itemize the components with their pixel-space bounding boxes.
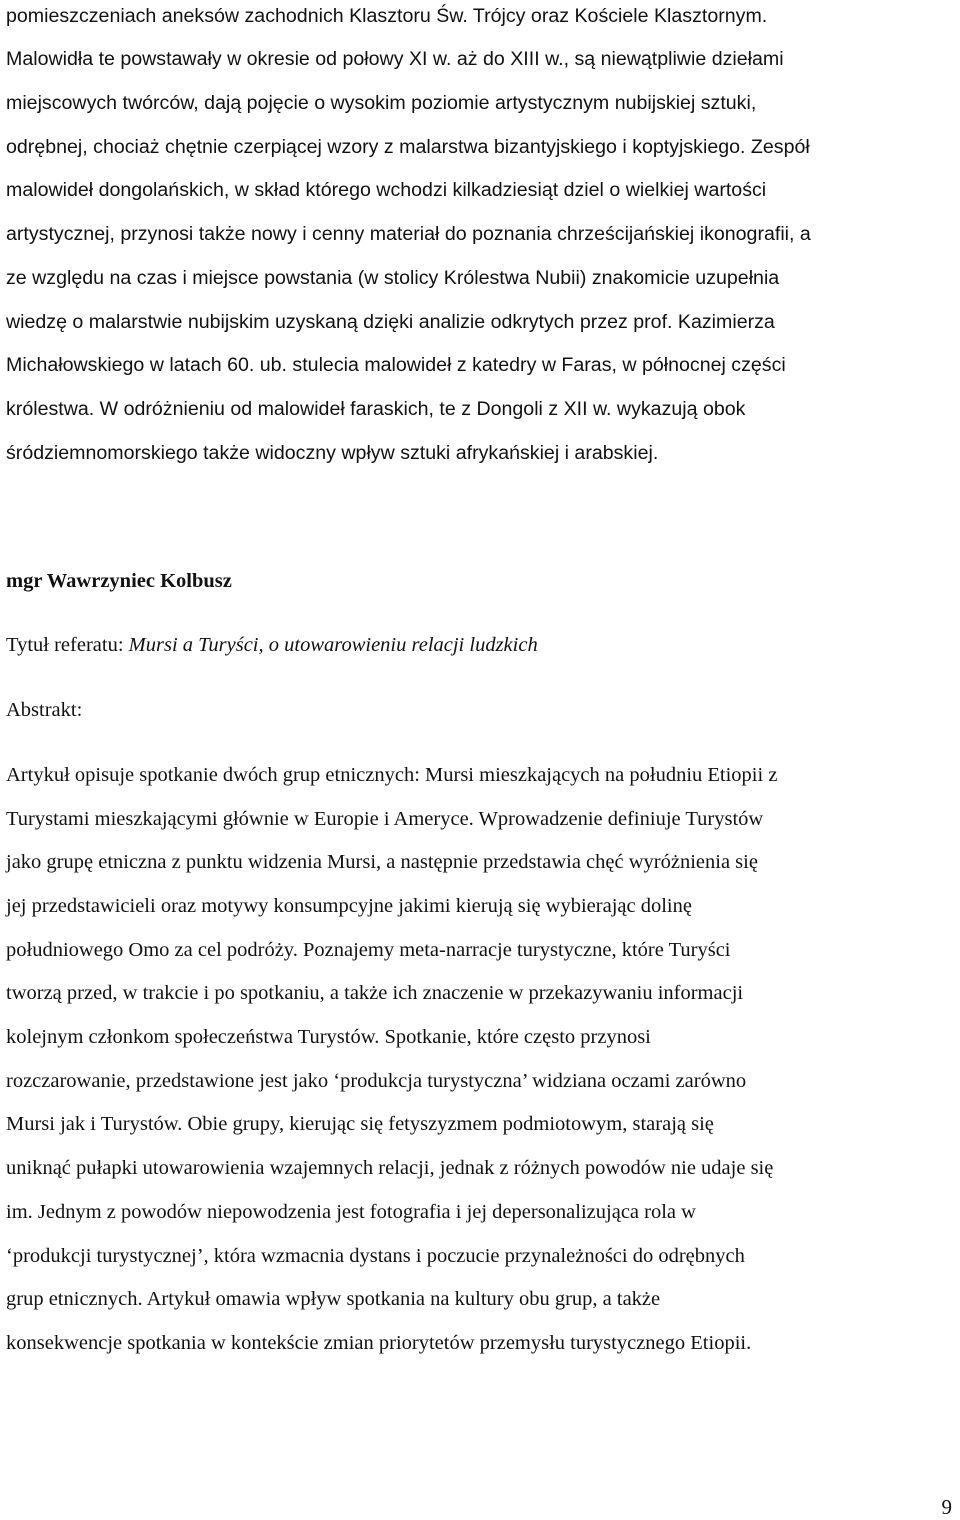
text-line: tworzą przed, w trakcie i po spotkaniu, a także ich znaczenie w przekazywaniu informacji <box>6 982 744 1004</box>
text-line: odrębnej, chociaż chętnie czerpiącej wzory z malarstwa bizantyjskiego i koptyjskiego. Zespół <box>6 136 810 158</box>
text-line: rozczarowanie, przedstawione jest jako ‘produkcja turystyczna’ widziana oczami zarówno <box>6 1070 747 1092</box>
text-line: ‘produkcji turystycznej’, która wzmacnia dystans i poczucie przynależności do odrębnych <box>6 1245 745 1267</box>
text-line: malowideł dongolańskich, w skład którego wchodzi kilkadziesiąt dziel o wielkiej wartości <box>6 179 767 201</box>
text-line: im. Jednym z powodów niepowodzenia jest fotografia i jej depersonalizująca rola w <box>6 1201 696 1223</box>
text-line: południowego Omo za cel podróży. Poznajemy meta-narracje turystyczne, które Turyści <box>6 939 731 961</box>
text-line: miejscowych twórców, dają pojęcie o wysokim poziomie artystycznym nubijskiej sztuki, <box>6 92 757 114</box>
text-line: artystycznej, przynosi także nowy i cenny materiał do poznania chrześcijańskiej ikonografii, a <box>6 223 811 245</box>
paper-title <box>6 632 538 658</box>
title-text: Mursi a Turyści, o utowarowieniu relacji ludzkich <box>128 634 538 656</box>
text-line: ze względu na czas i miejsce powstania (w stolicy Królestwa Nubii) znakomicie uzupełnia <box>6 267 780 289</box>
text-line: Michałowskiego w latach 60. ub. stulecia malowideł z katedry w Faras, w północnej części <box>6 354 786 376</box>
text-line: Malowidła te powstawały w okresie od połowy XI w. aż do XIII w., są niewątpliwie dziełami <box>6 48 784 70</box>
title-label: Tytuł referatu: <box>6 634 124 656</box>
text-line: Artykuł opisuje spotkanie dwóch grup etnicznych: Mursi mieszkających na południu Etiopii z <box>6 764 778 786</box>
text-line: jako grupę etniczna z punktu widzenia Mursi, a następnie przedstawia chęć wyróżnienia się <box>6 851 758 873</box>
text-line: Mursi jak i Turystów. Obie grupy, kierując się fetyszyzmem podmiotowym, starają się <box>6 1113 714 1135</box>
text-line: Turystami mieszkającymi głównie w Europie i Ameryce. Wprowadzenie definiuje Turystów <box>6 808 764 830</box>
text-line: pomieszczeniach aneksów zachodnich Klasztoru Św. Trójcy oraz Kościele Klasztornym. <box>6 5 768 27</box>
text-line: śródziemnomorskiego także widoczny wpływ sztuki afrykańskiej i arabskiej. <box>6 442 659 464</box>
page-number: 9 <box>941 1495 952 1519</box>
text-line: królestwa. W odróżnieniu od malowideł faraskich, te z Dongoli z XII w. wykazują obok <box>6 398 746 420</box>
text-line: kolejnym członkom społeczeństwa Turystów. Spotkanie, które często przynosi <box>6 1026 651 1048</box>
text-line: konsekwencje spotkania w kontekście zmian priorytetów przemysłu turystycznego Etiopii. <box>6 1332 752 1354</box>
abstract-heading: Abstrakt: <box>6 699 83 721</box>
text-line: wiedzę o malarstwie nubijskim uzyskaną dzięki analizie odkrytych przez prof. Kazimierza <box>6 311 775 333</box>
author-name: mgr Wawrzyniec Kolbusz <box>6 570 232 592</box>
text-line: grup etnicznych. Artykuł omawia wpływ spotkania na kultury obu grup, a także <box>6 1288 661 1310</box>
text-line: jej przedstawicieli oraz motywy konsumpcyjne jakimi kierują się wybierając dolinę <box>6 895 692 917</box>
text-line: uniknąć pułapki utowarowienia wzajemnych relacji, jednak z różnych powodów nie udaje się <box>6 1157 774 1179</box>
